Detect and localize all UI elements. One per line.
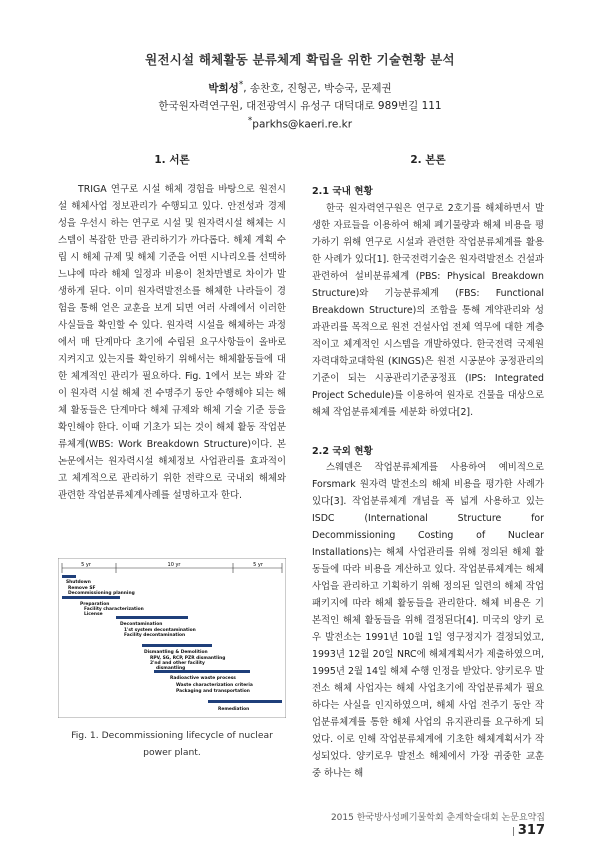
subsection-overseas: 2.2 국외 현황 bbox=[312, 446, 373, 457]
phase-item: License bbox=[84, 612, 103, 617]
period-label: 10 yr bbox=[167, 562, 181, 568]
phase-item: RPV, SG, RCP, PZR dismantling bbox=[150, 656, 226, 661]
intro-paragraph bbox=[58, 181, 286, 504]
subsection-domestic: 2.1 국내 현황 bbox=[312, 186, 373, 197]
figure-frame bbox=[58, 558, 286, 718]
page-number: 317 bbox=[517, 823, 545, 838]
email-mark: * bbox=[247, 116, 253, 126]
footer-text: 2015 한국방사성폐기물학회 춘계학술대회 논문요약집 | bbox=[330, 813, 545, 837]
phase-item: Remove SF bbox=[68, 586, 96, 591]
corresponding-author: 박희성 bbox=[208, 82, 239, 95]
phase-item: Decontamination bbox=[120, 622, 163, 627]
intro-text: TRIGA 연구로 시설 해체 경험을 바탕으로 원전시설 해체사업 정보관리가 수행되고 있다. 안전성과 경제성을 우선시 하는 연구로 시설 및 원자력시설 해체는 시스템이 복잡한 만큼 관리하기가 까다롭다. 해체 계획 수립 시 해체 규제 및 해체 기준을 어떤 시나리오를 선택하느냐에 따라 해체 일정과 비용이 천차만별로 차이가 발생하게 된다. 이미 원자력발전소를 해체한 나라들이 경험을 통해 얻은 교훈을 보게 되면 여러 사례에서 이러한 사실들을 확인할 수 있다. 원자력 시설을 해체하는 과정에서 매 단계마다 초기에 수립된 요구사항들이 올바로 지켜지고 있는지를 확인하기 위해서는 해체활동들에 대한 체계적인 관리가 필요하다. Fig. 1에서 보는 봐와 같이 원자력 시설 해체 전 수명주기 동안 수행해야 되는 해체 활동들은 단계마다 해체 규제와 해체 기술 기준 등을 확인해야 한다. 이때 기초가 되는 것이 해체 활동 작업분류체계(WBS: Work Breakdown Structure)이다. 본 논문에서는 원자력시설 해체정보 사업관리를 효과적이고 체계적으로 관리하기 위한 전략으로 국내외 해체와 관련한 작업분류체계사례를 설명하고자 한다. bbox=[58, 184, 286, 501]
email-line bbox=[0, 116, 600, 131]
section-heading-intro: 1. 서론 bbox=[154, 154, 190, 166]
period-label: 5 yr bbox=[253, 562, 263, 568]
author-mark: * bbox=[238, 80, 244, 90]
phase-item: Packaging and transportation bbox=[176, 689, 250, 694]
phase-item: Radioactive waste process bbox=[170, 676, 236, 681]
author-line bbox=[0, 80, 600, 96]
phase-item: Decommissioning planning bbox=[68, 591, 135, 596]
email: parkhs@kaeri.re.kr bbox=[252, 118, 353, 131]
period-label: 5 yr bbox=[81, 562, 91, 568]
phase-bar bbox=[62, 575, 76, 578]
domestic-text: 한국 원자력연구원은 연구로 2호기를 해체하면서 발생한 자료들을 이용하여 해체 폐기물량과 해체 비용을 평가하기 위해 연구로 시설과 관련한 작업분류체계를 활용한 사례가 있다[1]. 한국전력기술은 원자력발전소 건설과 관련하여 설비분류체계 (PBS: Physical Breakdown Structure)와 기능분류체계 (FBS: Functional Breakdown Structure)의 조합을 통해 계약관리와 성과관리를 목적으로 원전 건설사업 전체 역무에 대한 계층적이고 체계적인 시스템을 개발하였다. 한국전력 국제원자력대학교대학원 (KINGS)은 원전 시공분야 공정관리의 기준이 되는 시공관리기준공정표 (IPS: Integrated Project Schedule)를 이용하여 원자로 건물을 대상으로 해체 작업분류체계를 세분화 하였다[2]. bbox=[312, 203, 544, 418]
coauthors: , 송찬호, 진형곤, 박승국, 문제권 bbox=[243, 82, 392, 95]
lifecycle-figure bbox=[58, 558, 286, 718]
overseas-text: 스웨덴은 작업분류체계를 사용하여 예비적으로 Forsmark 원자력 발전소의 해체 비용을 평가한 사례가 있다[3]. 작업분류체계 개념을 폭 넓게 사용하고 있는 ISDC (International Structure for Decommissioning Costing of Nuclear Installations)는 해체 사업관리를 위해 정의된 해체 활동들에 따라 비용을 계산하고 있다. 작업분류체계는 해체사업을 관리하고 기획하기 위해 정의된 일련의 해체 작업 패키지에 따라 해체 활동들을 관리한다. 해체 비용은 기본적인 해체 활동들을 위해 결정된다[4]. 미국의 양키 로우 발전소는 1991년 10월 1일 영구정지가 결정되었고, 1993년 12월 20일 NRC에 해체계획서가 제출하였으며, 1995년 2월 14일 해체 수행 인정을 받았다. 양키로우 발전소 해체 사업자는 해체 사업초기에 작업분류체가 필요하다는 사실을 인지하였으며, 해체 사업 전주기 동안 작업분류체계를 통한 해체 사업의 유지관리를 요구하게 되었다. 이로 인해 작업분류체계에 기초한 해체계획서가 작성되었다. 양키로우 발전소 해체에서 가장 귀중한 교훈 중 하나는 해 bbox=[312, 462, 544, 779]
figure-caption: Fig. 1. Decommissioning lifecycle of nuclear power plant. bbox=[71, 730, 273, 758]
affiliation: 한국원자력연구원, 대전광역시 유성구 대덕대로 989번길 111 bbox=[158, 100, 442, 112]
phase-item: Preparation bbox=[80, 602, 110, 607]
phase-item: dismantling bbox=[156, 666, 186, 671]
phase-bar bbox=[142, 644, 212, 647]
overseas-paragraph bbox=[312, 459, 544, 782]
phase-item: Dismantling & Demolition bbox=[144, 650, 208, 655]
phase-item: Facility characterization bbox=[84, 607, 144, 612]
phase-bar bbox=[116, 616, 188, 619]
phase-bar bbox=[208, 700, 282, 703]
section-heading-body: 2. 본론 bbox=[410, 154, 446, 166]
phase-item: Remediation bbox=[218, 707, 250, 712]
phase-item: Shutdown bbox=[66, 580, 91, 585]
page-footer bbox=[330, 810, 545, 838]
paper-title: 원전시설 해체활동 분류체계 확립을 위한 기술현황 분석 bbox=[145, 52, 455, 67]
phase-bar bbox=[62, 596, 120, 599]
domestic-paragraph bbox=[312, 200, 544, 421]
phase-item: 1'st system decontamination bbox=[124, 628, 196, 633]
phase-item: 2'nd and other facility bbox=[150, 661, 205, 666]
phase-item: Facility decontamination bbox=[124, 633, 186, 638]
phase-item: Waste characterization criteria bbox=[176, 683, 253, 688]
